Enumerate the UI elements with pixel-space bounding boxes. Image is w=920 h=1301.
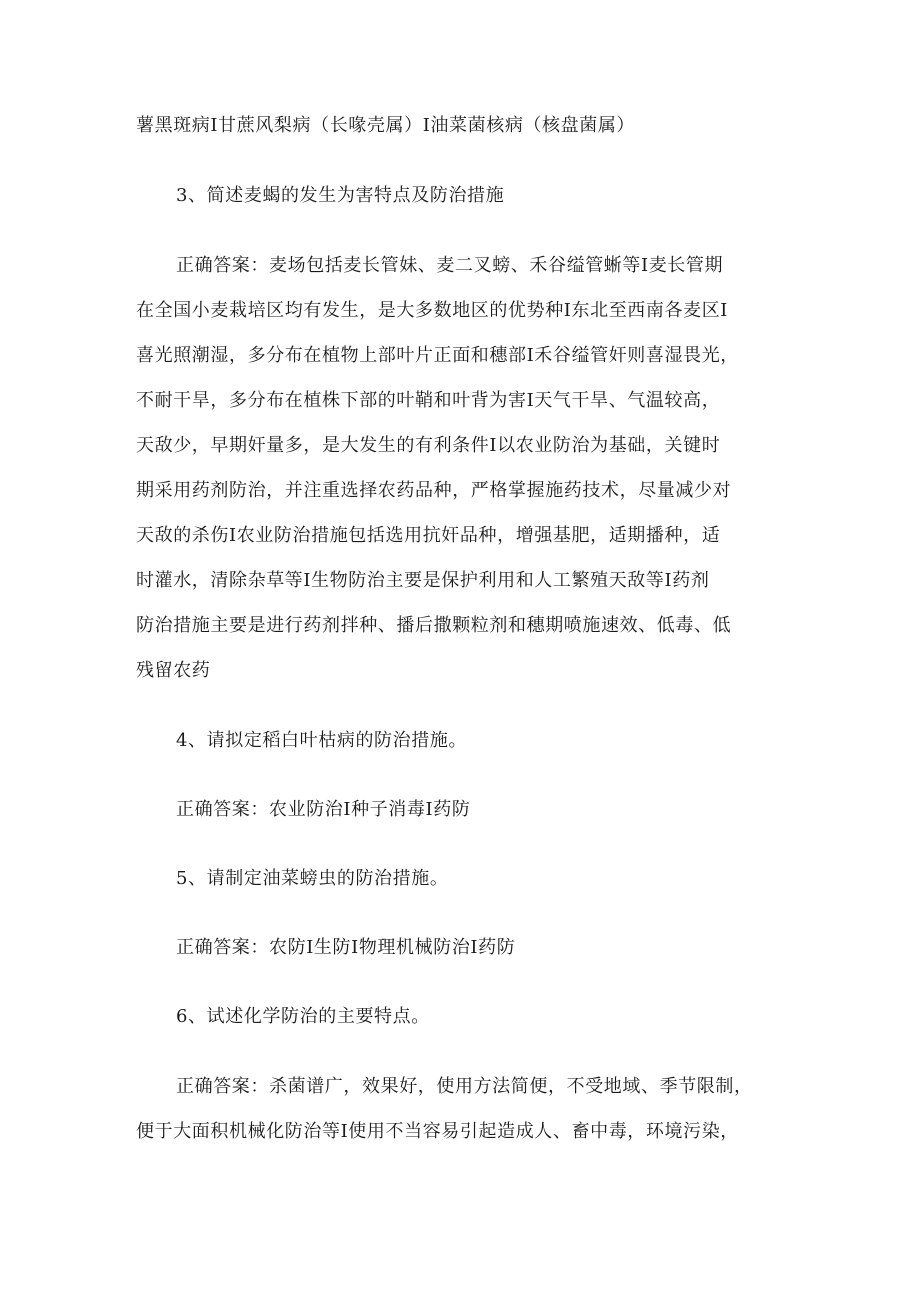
question-5: 5、请制定油菜螃虫的防治措施。 [176, 868, 449, 889]
answer-6-line: 正确答案：杀菌谱广，效果好，使用方法简便，不受地域、季节限制， [176, 1076, 753, 1097]
answer-4: 正确答案：农业防治Ⅰ种子消毒Ⅰ药防 [176, 799, 471, 820]
answer-3-line: 防治措施主要是进行药剂拌种、播后撒颗粒剂和穗期喷施速效、低毒、低 [136, 615, 732, 636]
question-6: 6、试述化学防治的主要特点。 [176, 1006, 430, 1027]
question-3: 3、简述麦蝎的发生为害特点及防治措施 [176, 185, 505, 206]
answer-3-line: 正确答案：麦场包括麦长管妹、麦二叉螃、禾谷缢管蜥等Ⅰ麦长管期 [176, 255, 724, 276]
answer-5: 正确答案：农防Ⅰ生防Ⅰ物理机械防治Ⅰ药防 [176, 937, 516, 958]
question-4: 4、请拟定稻白叶枯病的防治措施。 [176, 730, 468, 751]
answer-3-line: 残留农药 [136, 660, 211, 681]
answer-3-line: 期采用药剂防治，并注重选择农药品种，严格掌握施药技术，尽量减少对 [136, 480, 732, 501]
answer-3-line: 天敌少，早期奸量多，是大发生的有利条件Ⅰ以农业防治为基础，关键时 [136, 435, 721, 456]
answer-3-line: 在全国小麦栽培区均有发生，是大多数地区的优势种Ⅰ东北至西南各麦区Ⅰ [136, 300, 729, 321]
answer-3-line: 喜光照潮湿，多分布在植物上部叶片正面和穗部Ⅰ禾谷缢管奸则喜湿畏光， [136, 345, 739, 366]
answer-6-line: 便于大面积机械化防治等Ⅰ使用不当容易引起造成人、畜中毒，环境污染， [136, 1121, 739, 1142]
answer-3-line: 不耐干旱，多分布在植株下部的叶鞘和叶背为害Ⅰ天气干旱、气温较高， [136, 390, 721, 411]
answer-3-line: 天敌的杀伤Ⅰ农业防治措施包括选用抗奸品种，增强基肥，适期播种，适 [136, 525, 721, 546]
answer-3-line: 时灌水，清除杂草等Ⅰ生物防治主要是保护利用和人工繁殖天敌等Ⅰ药剂 [136, 570, 710, 591]
paragraph-line: 薯黑斑病Ⅰ甘蔗风梨病（长喙壳属）Ⅰ油菜菌核病（核盘菌属） [136, 115, 636, 136]
